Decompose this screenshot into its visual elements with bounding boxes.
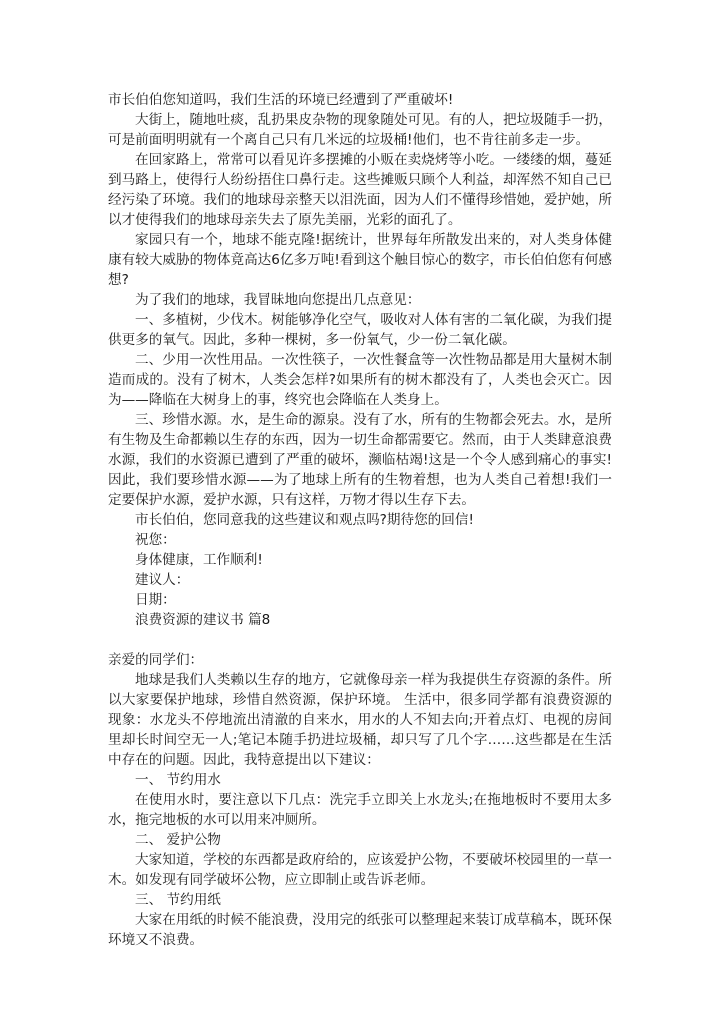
paragraph-18: 在使用水时，要注意以下几点：洗完手立即关上水龙头;在拖地板时不要用太多水，拖完地板的水可以用来冲厕所。 (108, 792, 612, 828)
paragraph-5: 一、多植树，少伐木。树能够净化空气，吸收对人体有害的二氧化碳，为我们提供更多的氧气。因此，多种一棵树，多一份氧气，少一份二氧化碳。 (108, 312, 612, 348)
paragraph-6: 二、少用一次性用品。一次性筷子，一次性餐盒等一次性物品都是用大量树木制造而成的。没有了树木，人类会怎样?如果所有的树木都没有了，人类也会灭亡。因为——降临在大树身上的事，终究也会降临在人类身上。 (108, 352, 612, 408)
paragraph-2: 在回家路上，常常可以看见许多摆摊的小贩在卖烧烤等小吃。一缕缕的烟，蔓延到马路上，使得行人纷纷捂住口鼻行走。这些摊贩只顾个人利益，却浑然不知自己已经污染了环境。我们的地球母亲整天以泪洗面，因为人们不懂得珍惜她，爱护她，所以才使得我们的地球母亲失去了原先美丽，光彩的面孔了。 (108, 152, 612, 228)
paragraph-7: 三、珍惜水源。水，是生命的源泉。没有了水，所有的生物都会死去。水，是所有生物及生命都赖以生存的东西，因为一切生命都需要它。然而，由于人类肆意浪费水源，我们的水资源已遭到了严重的破坏，濒临枯竭!这是一个令人感到痛心的事实!因此，我们要珍惜水源——为了地球上所有的生物着想，也为人类自己着想!我们一定要保护水源，爱护水源，只有这样，万物才得以生存下去。 (108, 412, 612, 508)
paragraph-8: 市长伯伯，您同意我的这些建议和观点吗?期待您的回信! (135, 512, 474, 528)
section-title: 浪费资源的建议书 篇8 (135, 612, 271, 628)
salutation: 亲爱的同学们： (108, 652, 204, 668)
blank-line (108, 630, 612, 650)
date-line: 日期： (135, 592, 176, 608)
wishes-line: 身体健康，工作顺利! (135, 552, 263, 568)
proposer-line: 建议人： (135, 572, 190, 588)
heading-3: 三、 节约用纸 (135, 892, 221, 908)
paragraph-16: 地球是我们人类赖以生存的地方，它就像母亲一样为我提供生存资源的条件。所以大家要保护地球，珍惜自然资源，保护环境。 生活中，很多同学都有浪费资源的现象：水龙头不停地流出清澈的自来水，用水的人不知去向;开着点灯、电视的房间里却长时间空无一人;笔记本随手扔进垃圾桶，却只写了几个字……这些都是在生活中存在的问题。因此，我特意提出以下建议： (108, 672, 612, 768)
paragraph-3: 家园只有一个，地球不能克隆!据统计，世界每年所散发出来的，对人类身体健康有较大威胁的物体竟高达6亿多万吨!看到这个触目惊心的数字，市长伯伯您有何感想? (108, 232, 612, 288)
paragraph-0: 市长伯伯您知道吗，我们生活的环境已经遭到了严重破坏! (108, 92, 454, 108)
paragraph-1: 大街上，随地吐痰，乱扔果皮杂物的现象随处可见。有的人，把垃圾随手一扔，可是前面明明就有一个离自己只有几米远的垃圾桶!他们，也不肯往前多走一步。 (108, 112, 612, 148)
paragraph-20: 大家知道，学校的东西都是政府给的，应该爱护公物，不要破坏校园里的一草一木。如发现有同学破坏公物，应立即制止或告诉老师。 (108, 852, 612, 888)
paragraph-22: 大家在用纸的时候不能浪费，没用完的纸张可以整理起来装订成草稿本，既环保环境又不浪费。 (108, 912, 612, 948)
paragraph-4: 为了我们的地球，我冒昧地向您提出几点意见： (135, 292, 421, 308)
greeting-line: 祝您： (135, 532, 176, 548)
heading-2: 二、 爱护公物 (135, 832, 221, 848)
heading-1: 一、 节约用水 (135, 772, 221, 788)
